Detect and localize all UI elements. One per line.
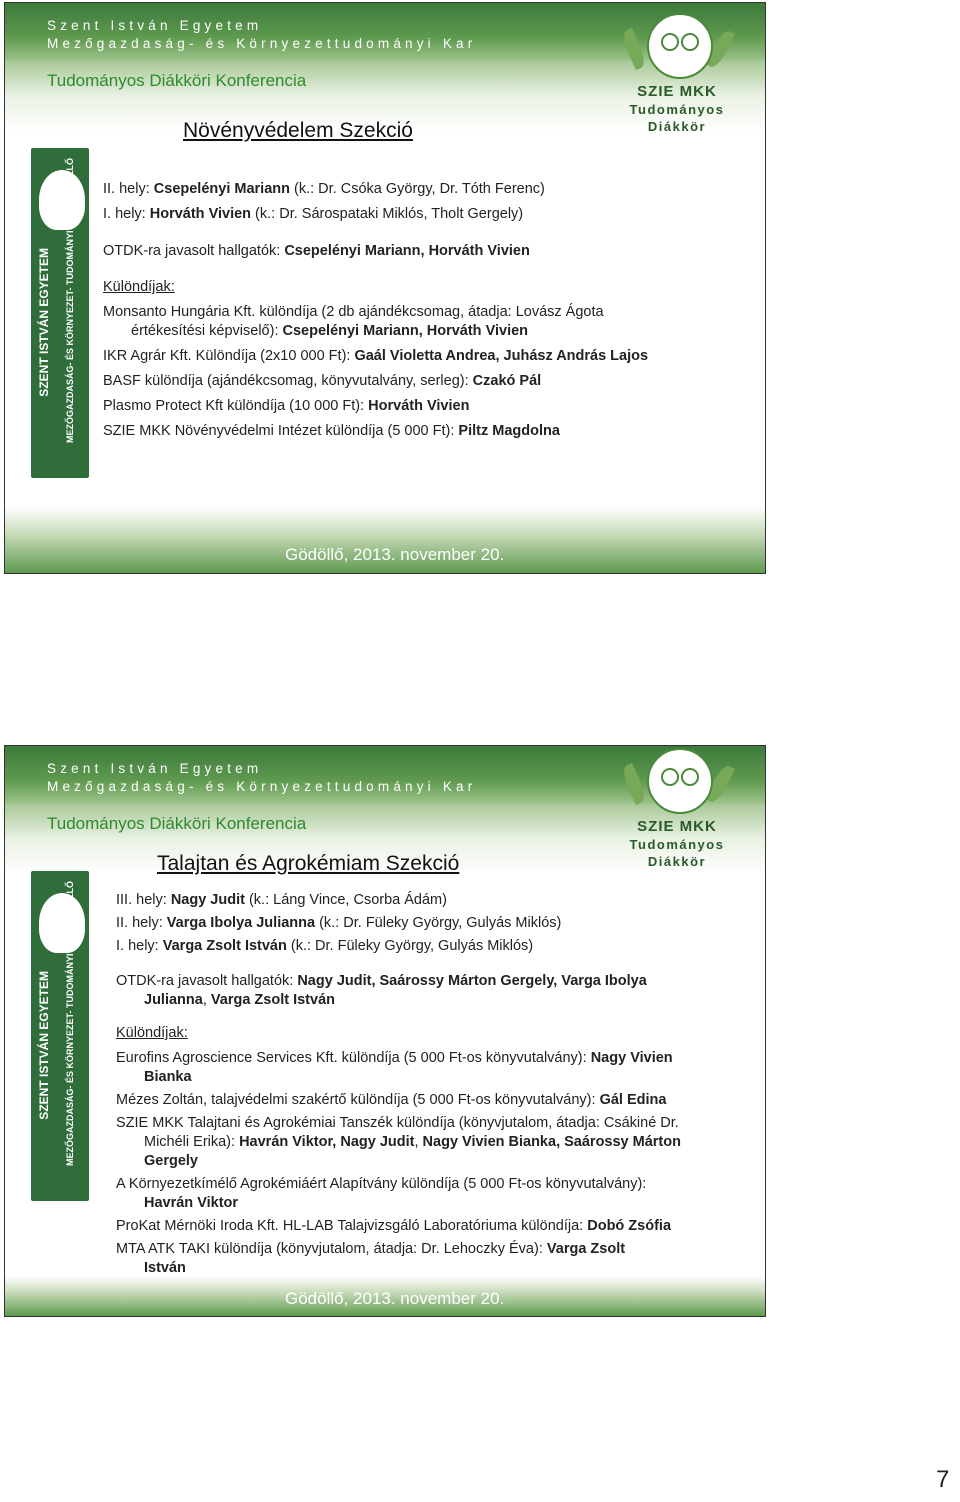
- crest-icon: [37, 891, 87, 955]
- award-item: Monsanto Hungária Kft. különdíja (2 db ajándékcsomag, átadja: Lovász Ágota: [103, 304, 604, 320]
- award-item: Mézes Zoltán, talajvédelmi szakértő különdíja (5 000 Ft-os könyvutalvány): Gál Edina: [116, 1092, 667, 1108]
- award-item: MTA ATK TAKI különdíja (könyvjutalom, átadja: Dr. Lehoczky Éva): Varga Zsolt: [116, 1241, 626, 1257]
- section-title: Talajtan és Agrokémiam Szekció: [157, 852, 460, 875]
- award-item-cont: Gergely: [144, 1153, 198, 1169]
- award-item: SZIE MKK Talajtani és Agrokémiai Tanszék különdíja (könyvjutalom, átadja: Csákiné Dr.: [116, 1115, 679, 1131]
- award-item-cont: értékesítési képviselő): Csepelényi Mariann, Horváth Vivien: [131, 323, 529, 339]
- university-name: Szent István Egyetem Mezőgazdaság- és Környezettudományi Kar: [47, 761, 477, 794]
- szie-mkk-tdk-logo: SZIE MKK Tudományos Diákkör: [613, 746, 739, 874]
- conference-title: Tudományos Diákköri Konferencia: [47, 71, 307, 90]
- otdk-line: OTDK-ra javasolt hallgatók: Csepelényi Mariann, Horváth Vivien: [103, 243, 530, 259]
- conference-title: Tudományos Diákköri Konferencia: [47, 814, 307, 833]
- szie-side-logo: SZENT ISTVÁN EGYETEM MEZŐGAZDASÁG- ÉS KÖRNYEZET- TUDOMÁNYI KAR, GÖDÖLLŐ: [15, 871, 105, 1201]
- results-list: [116, 891, 766, 1278]
- owl-icon: [647, 13, 713, 79]
- section-title: Növényvédelem Szekció: [183, 119, 413, 142]
- otdk-line: OTDK-ra javasolt hallgatók: Nagy Judit, Saárossy Márton Gergely, Varga Ibolya: [116, 973, 647, 989]
- slide-talajtan: [4, 745, 766, 1317]
- place-1: I. hely: Varga Zsolt István (k.: Dr. Füleky György, Gulyás Miklós): [116, 938, 534, 954]
- place-2: II. hely: Varga Ibolya Julianna (k.: Dr. Füleky György, Gulyás Miklós): [116, 915, 562, 931]
- award-item-cont: Havrán Viktor: [144, 1195, 239, 1211]
- footer-date: Gödöllő, 2013. november 20.: [285, 545, 505, 564]
- place-2: II. hely: Csepelényi Mariann (k.: Dr. Csóka György, Dr. Tóth Ferenc): [103, 181, 545, 197]
- owl-icon: [647, 748, 713, 814]
- award-item: ProKat Mérnöki Iroda Kft. HL-LAB Talajvizsgáló Laboratóriuma különdíja: Dobó Zsófia: [116, 1218, 672, 1234]
- place-3: III. hely: Nagy Judit (k.: Láng Vince, Csorba Ádám): [116, 892, 447, 908]
- szie-side-logo: SZENT ISTVÁN EGYETEM MEZŐGAZDASÁG- ÉS KÖRNYEZET- TUDOMÁNYI KAR, GÖDÖLLŐ: [15, 148, 105, 478]
- award-item-cont: István: [144, 1260, 186, 1276]
- award-item: SZIE MKK Növényvédelmi Intézet különdíja (5 000 Ft): Piltz Magdolna: [103, 423, 560, 439]
- place-1: I. hely: Horváth Vivien (k.: Dr. Sárospataki Miklós, Tholt Gergely): [103, 206, 524, 222]
- leaf-icon: [619, 28, 649, 70]
- awards-heading: Különdíjak:: [103, 279, 175, 295]
- footer-date: Gödöllő, 2013. november 20.: [285, 1289, 505, 1308]
- university-name: Szent István Egyetem Mezőgazdaság- és Környezettudományi Kar: [47, 18, 477, 51]
- award-item: BASF különdíja (ajándékcsomag, könyvutalvány, serleg): Czakó Pál: [103, 373, 542, 389]
- award-item: Plasmo Protect Kft különdíja (10 000 Ft): Horváth Vivien: [103, 398, 470, 414]
- szie-mkk-tdk-logo: SZIE MKK Tudományos Diákkör: [613, 11, 739, 139]
- award-item-cont: Bianka: [144, 1069, 192, 1085]
- award-item: Eurofins Agroscience Services Kft. különdíja (5 000 Ft-os könyvutalvány): Nagy Vivien: [116, 1050, 673, 1066]
- awards-heading: Különdíjak:: [116, 1025, 188, 1041]
- crest-icon: [37, 168, 87, 232]
- leaf-icon: [619, 763, 649, 805]
- award-item: A Környezetkímélő Agrokémiáért Alapítvány különdíja (5 000 Ft-os könyvutalvány):: [116, 1176, 647, 1192]
- slide-novenyvedelem: [4, 2, 766, 574]
- page-number: 7: [936, 1466, 950, 1493]
- otdk-line-cont: Julianna, Varga Zsolt István: [144, 992, 335, 1008]
- award-item-cont: Michéli Erika): Havrán Viktor, Nagy Judit, Nagy Vivien Bianka, Saárossy Márton: [144, 1134, 681, 1150]
- award-item: IKR Agrár Kft. Különdíja (2x10 000 Ft): Gaál Violetta Andrea, Juhász András Lajos: [103, 348, 649, 364]
- results-list: [103, 180, 753, 441]
